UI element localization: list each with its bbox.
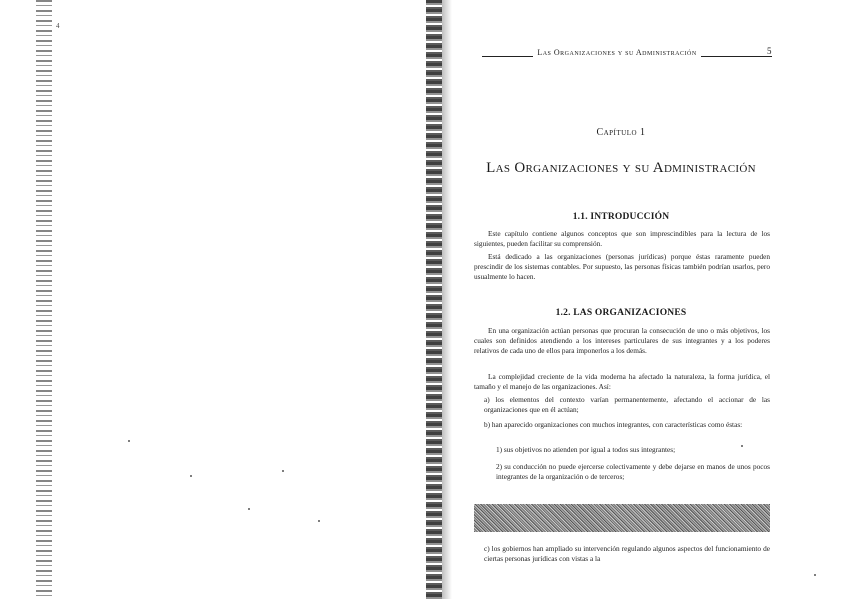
spine-gradient	[442, 0, 452, 599]
chapter-title	[462, 160, 780, 177]
list-item: b) han aparecido organizaciones con muchos integrantes, con características como éstas:	[484, 420, 743, 429]
paragraph: Está dedicado a las organizaciones (personas jurídicas) porque éstas raramente pueden prescindir de los sistemas contables. Por supuesto, las personas físicas también podrían usarlos, pero usualmente lo hacen.	[474, 252, 770, 281]
list-item: a) los elementos del contexto varían permanentemente, afectando el accionar de las organizaciones que en él actúan;	[484, 395, 770, 414]
scan-speck	[741, 445, 743, 447]
list-item: 1) sus objetivos no atienden por igual a todos sus integrantes;	[496, 445, 676, 454]
scan-speck	[814, 574, 816, 576]
book-spine-shadow	[426, 0, 442, 599]
scan-speck	[318, 520, 320, 522]
section-heading-introduccion: 1.1. INTRODUCCIÓN	[572, 212, 670, 222]
list-item: c) los gobiernos han ampliado su intervención regulando algunos aspectos del funcionamiento de ciertas personas jurídicas con vistas a la	[484, 544, 770, 563]
scan-speck	[128, 440, 130, 442]
scan-noise-block	[474, 504, 770, 532]
scan-speck	[190, 475, 192, 477]
running-header	[482, 46, 772, 57]
list-item: 2) su conducción no puede ejercerse colectivamente y debe dejarse en manos de unos pocos integrantes de la organización o de terceros;	[496, 462, 770, 481]
section-heading-organizaciones: 1.2. LAS ORGANIZACIONES	[555, 308, 687, 318]
left-page-margin-mark: 4	[56, 22, 60, 30]
scan-speck	[282, 470, 284, 472]
paragraph: En una organización actúan personas que procuran la consecución de uno o más objetivos, los cuales son definidos atendiendo a los intereses particulares de sus integrantes y a los poderes relativos de cada uno de ellos para imponerlos a los demás.	[474, 326, 770, 355]
chapter-label: Capítulo 1	[596, 127, 646, 138]
paragraph: La complejidad creciente de la vida moderna ha afectado la naturaleza, la forma jurídica, el tamaño y el manejo de las organizaciones. Así:	[474, 372, 770, 391]
chapter-title-text: Las Organizaciones y su Administración	[486, 160, 756, 176]
header-rule-left	[482, 50, 533, 57]
left-page-scan-edge	[36, 0, 52, 599]
paragraph: Este capítulo contiene algunos conceptos que son imprescindibles para la lectura de los siguientes, pueden facilitar su comprensión.	[474, 229, 770, 248]
running-title: Las Organizaciones y su Administración	[537, 48, 697, 57]
header-rule-right	[701, 50, 752, 57]
scan-speck	[248, 508, 250, 510]
page-number: 5	[752, 46, 772, 57]
